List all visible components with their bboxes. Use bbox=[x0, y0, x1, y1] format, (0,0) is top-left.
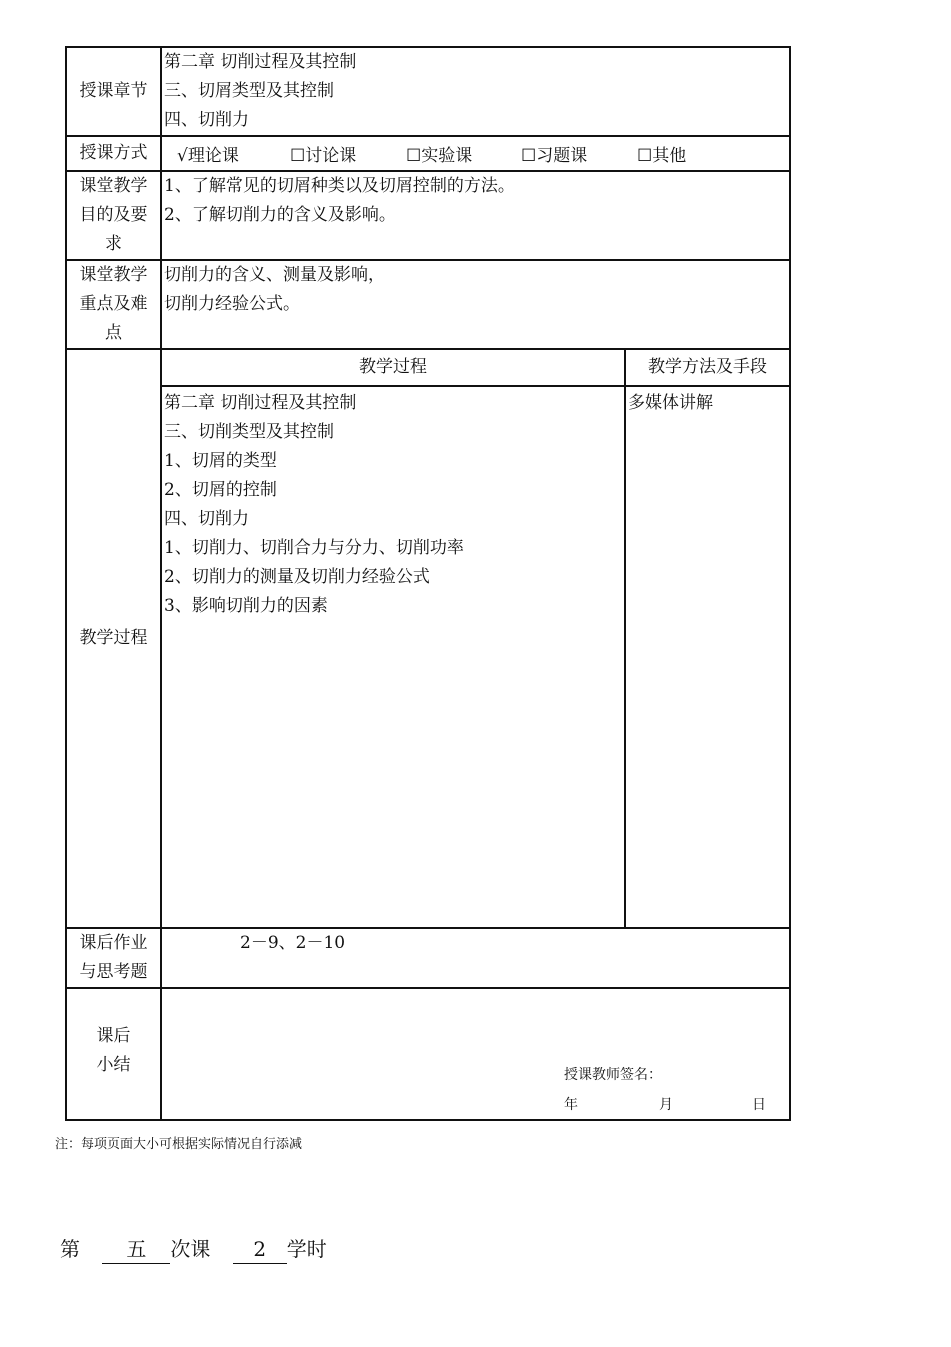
objectives-label-line: 求 bbox=[105, 234, 122, 254]
homework-label bbox=[66, 928, 161, 988]
lesson-plan-table bbox=[65, 46, 791, 1121]
signature-month: 月 bbox=[659, 1097, 673, 1113]
process-line: 第二章 切削过程及其控制 bbox=[164, 393, 357, 413]
teaching-method-content: 多媒体讲解 bbox=[625, 386, 790, 928]
process-line: 3、影响切削力的因素 bbox=[164, 596, 328, 616]
keypoints-label-line: 课堂教学 bbox=[79, 265, 148, 285]
signature-label: 授课教师签名： bbox=[564, 1067, 662, 1083]
homework-label-line: 课后作业 bbox=[79, 933, 148, 953]
objectives-label bbox=[66, 171, 161, 260]
process-line: 2、切屑的控制 bbox=[164, 480, 277, 500]
homework-content: 2－9、2－10 bbox=[161, 928, 790, 988]
section-line: 四、切削力 bbox=[164, 110, 249, 130]
objectives-row bbox=[66, 171, 790, 260]
method-option-lab[interactable]: ☐实验课 bbox=[406, 146, 473, 166]
summary-content bbox=[161, 988, 790, 1120]
footer-prefix: 第 bbox=[60, 1237, 80, 1261]
summary-label-line: 小结 bbox=[96, 1055, 131, 1075]
objectives-label-line: 课堂教学 bbox=[79, 176, 148, 196]
footnote: 注：每项页面大小可根据实际情况自行添减 bbox=[55, 1137, 303, 1152]
process-line: 2、切削力的测量及切削力经验公式 bbox=[164, 567, 430, 587]
process-line: 四、切削力 bbox=[164, 509, 249, 529]
summary-label-line: 课后 bbox=[96, 1026, 131, 1046]
objectives-line: 2、了解切削力的含义及影响。 bbox=[164, 205, 396, 225]
section-label: 授课章节 bbox=[66, 47, 161, 136]
section-line: 第二章 切削过程及其控制 bbox=[164, 52, 357, 72]
summary-row bbox=[66, 988, 790, 1120]
method-option-lecture[interactable]: √理论课 bbox=[177, 146, 239, 166]
method-option-discussion[interactable]: ☐讨论课 bbox=[290, 146, 357, 166]
section-line: 三、切屑类型及其控制 bbox=[164, 81, 334, 101]
keypoints-label bbox=[66, 260, 161, 349]
section-content bbox=[161, 47, 790, 136]
method-column-header: 教学方法及手段 bbox=[625, 349, 790, 386]
process-column-header: 教学过程 bbox=[161, 349, 625, 386]
objectives-line: 1、了解常见的切屑种类以及切屑控制的方法。 bbox=[164, 176, 515, 196]
summary-label bbox=[66, 988, 161, 1120]
signature-day: 日 bbox=[752, 1097, 766, 1113]
keypoints-line: 切削力经验公式。 bbox=[164, 294, 300, 314]
method-row bbox=[66, 136, 790, 171]
method-option-other[interactable]: ☐其他 bbox=[637, 146, 687, 166]
lesson-number: 五 bbox=[102, 1235, 170, 1264]
keypoints-label-line: 点 bbox=[105, 323, 122, 343]
method-options bbox=[161, 136, 790, 171]
signature-year: 年 bbox=[564, 1097, 578, 1113]
homework-label-line: 与思考题 bbox=[79, 962, 148, 982]
keypoints-label-line: 重点及难 bbox=[79, 294, 148, 314]
process-label: 教学过程 bbox=[66, 349, 161, 928]
section-row bbox=[66, 47, 790, 136]
footer-hours-suffix: 学时 bbox=[286, 1237, 327, 1261]
lesson-footer bbox=[60, 1235, 327, 1264]
objectives-label-line: 目的及要 bbox=[79, 205, 148, 225]
process-line: 1、切屑的类型 bbox=[164, 451, 277, 471]
keypoints-row bbox=[66, 260, 790, 349]
objectives-content bbox=[161, 171, 790, 260]
method-option-exercise[interactable]: ☐习题课 bbox=[521, 146, 588, 166]
process-line: 1、切削力、切削合力与分力、切削功率 bbox=[164, 538, 464, 558]
footer-lesson-suffix: 次课 bbox=[170, 1237, 211, 1261]
method-label: 授课方式 bbox=[66, 136, 161, 171]
homework-row bbox=[66, 928, 790, 988]
process-content bbox=[161, 386, 625, 928]
process-content-row bbox=[66, 386, 790, 928]
keypoints-content bbox=[161, 260, 790, 349]
process-header-row bbox=[66, 349, 790, 386]
lesson-hours: 2 bbox=[233, 1235, 287, 1264]
keypoints-line: 切削力的含义、测量及影响， bbox=[164, 265, 385, 285]
process-line: 三、切削类型及其控制 bbox=[164, 422, 334, 442]
